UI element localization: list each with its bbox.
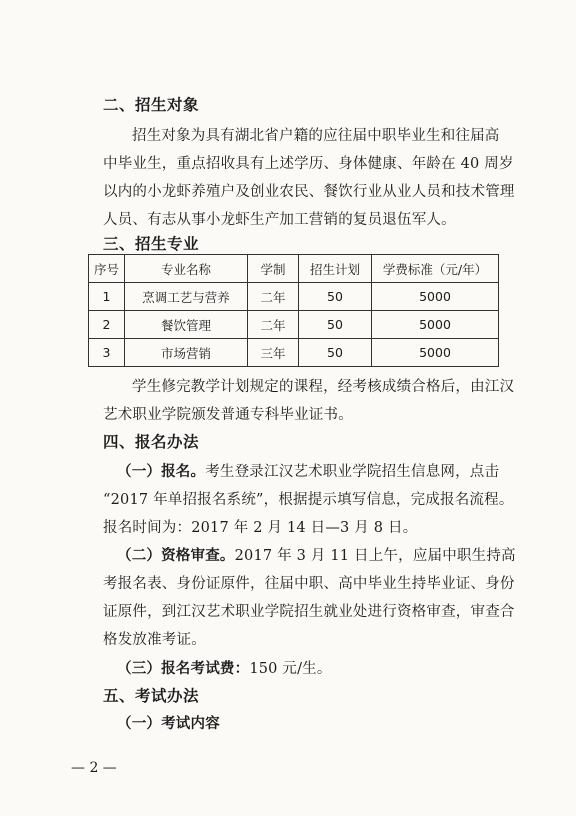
table-cell: 1 <box>89 283 125 311</box>
paragraph-line: 格发放准考证。 <box>103 632 206 648</box>
item-text: 2017 年 3 月 11 日上午，应届中职生持高 <box>234 548 516 564</box>
table-header-cell: 招生计划 <box>299 255 372 283</box>
item-label: （二）资格审查。 <box>117 547 235 564</box>
table-row <box>89 283 499 311</box>
page-number: — 2 — <box>71 760 117 776</box>
table-cell: 50 <box>299 311 372 339</box>
table-cell: 餐饮管理 <box>125 311 248 339</box>
table-cell: 二年 <box>248 311 299 339</box>
paragraph-line: 招生对象为具有湖北省户籍的应往届中职毕业生和往届高 <box>132 128 500 144</box>
table-header-row <box>89 255 499 283</box>
table-cell: 50 <box>299 283 372 311</box>
section-heading-5: 五、考试办法 <box>103 687 200 705</box>
item-text: 150 元/生。 <box>249 661 332 677</box>
paragraph-line <box>117 460 499 481</box>
item-label: （一）报名。 <box>117 463 206 480</box>
paragraph-line: 报名时间为：2017 年 2 月 14 日—3 月 8 日。 <box>103 520 418 536</box>
table-header-cell: 序号 <box>89 255 125 283</box>
paragraph-line: “2017 年单招报名系统”，根据提示填写信息，完成报名流程。 <box>103 492 514 508</box>
table-cell: 三年 <box>248 339 299 367</box>
section-heading-2: 二、招生对象 <box>103 96 200 114</box>
item-label: （三）报名考试费： <box>117 660 250 677</box>
table-cell: 50 <box>299 339 372 367</box>
item-label: （一）考试内容 <box>117 715 220 732</box>
paragraph-line: 证原件，到江汉艺术职业学院招生就业处进行资格审查，审查合 <box>103 604 515 620</box>
table-header-cell: 专业名称 <box>125 255 248 283</box>
table-cell: 2 <box>89 311 125 339</box>
table-cell: 5000 <box>372 311 499 339</box>
table-row <box>89 311 499 339</box>
paragraph-line: 人员、有志从事小龙虾生产加工营销的复员退伍军人。 <box>103 212 456 228</box>
paragraph-line: 学生修完教学计划规定的课程，经考核成绩合格后，由江汉 <box>132 379 515 395</box>
table-cell: 二年 <box>248 283 299 311</box>
section-heading-4: 四、报名办法 <box>103 433 200 451</box>
table-cell: 3 <box>89 339 125 367</box>
table-row <box>89 339 499 367</box>
table-cell: 5000 <box>372 283 499 311</box>
paragraph-line <box>117 544 516 565</box>
table-cell: 5000 <box>372 339 499 367</box>
table-header-cell: 学费标准（元/年） <box>372 255 499 283</box>
paragraph-line: 艺术职业学院颁发普通专科毕业证书。 <box>103 407 353 423</box>
table-header-cell: 学制 <box>248 255 299 283</box>
programs-table <box>88 254 499 367</box>
paragraph-line: 中毕业生，重点招收具有上述学历、身体健康、年龄在 40 周岁 <box>103 156 514 172</box>
paragraph-line: 以内的小龙虾养殖户及创业农民、餐饮行业从业人员和技术管理 <box>103 184 515 200</box>
table-cell: 烹调工艺与营养 <box>125 283 248 311</box>
item-text: 考生登录江汉艺术职业学院招生信息网，点击 <box>205 464 500 480</box>
paragraph-line: 考报名表、身份证原件，往届中职、高中毕业生持毕业证、身份 <box>103 576 515 592</box>
table-cell: 市场营销 <box>125 339 248 367</box>
paragraph-line <box>117 657 332 678</box>
section-heading-3: 三、招生专业 <box>103 235 200 253</box>
